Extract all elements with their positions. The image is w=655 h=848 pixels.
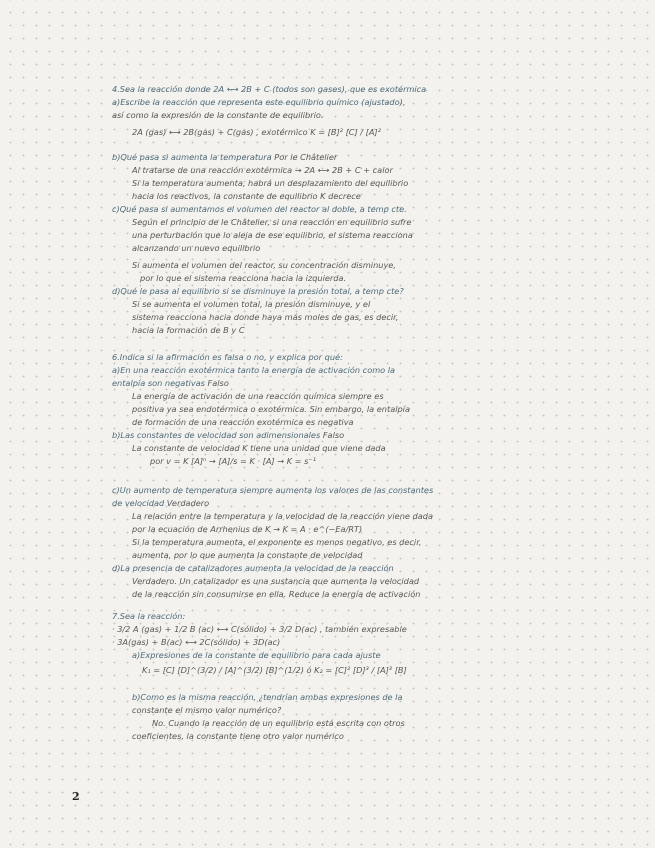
answer-text: hacia la formación de B y C xyxy=(132,325,245,335)
answer-text: por la ecuación de Arrhenius de K → K = A · e^(−Ea/RT) xyxy=(132,524,363,534)
answer-text: La relación entre la temperatura y la velocidad de la reacción viene dada xyxy=(132,511,433,521)
question-text: b)Qué pasa si aumenta la temperatura xyxy=(112,152,272,162)
note-line xyxy=(0,483,655,497)
answer-text: La energía de activación de una reacción química siempre es xyxy=(132,391,384,401)
note-line xyxy=(0,202,655,216)
note-line xyxy=(0,535,655,549)
page-number: 2 xyxy=(72,790,80,803)
question-text: 6.Indica si la afirmación es falsa o no, y explica por qué: xyxy=(112,352,343,362)
note-line xyxy=(0,176,655,190)
answer-text: Verdadero xyxy=(164,498,210,508)
answer-text: Si la temperatura aumenta, el exponente es menos negativo, es decir, xyxy=(132,537,422,547)
question-text: a)Expresiones de la constante de equilibrio para cada ajuste xyxy=(132,650,381,660)
note-line xyxy=(0,271,655,285)
answer-text: 2A (gas) ⟷ 2B(gas) + C(gas) , exotérmico K = [B]² [C] / [A]² xyxy=(132,127,381,137)
note-line xyxy=(0,297,655,311)
note-line xyxy=(0,663,655,677)
note-line xyxy=(0,716,655,730)
answer-text: constante el mismo valor numérico? xyxy=(132,705,282,715)
note-line xyxy=(0,441,655,455)
note-line xyxy=(0,323,655,337)
answer-text: Al tratarse de una reacción exotérmica → 2A ⟷ 2B + C + calor xyxy=(132,165,393,175)
question-text: c)Qué pasa si aumentamos el volumen del reactor al doble, a temp cte. xyxy=(112,204,407,214)
note-line xyxy=(0,82,655,96)
answer-text: por v = K [A]ⁿ → [A]/s = K · [A] → K = s⁻¹ xyxy=(150,456,316,466)
question-text: b)Las constantes de velocidad son adimensionales xyxy=(112,430,321,440)
answer-text: Por le Châtelier xyxy=(271,152,338,162)
question-text: b)Como es la misma reacción, ¿tendrían ambas expresiones de la xyxy=(132,692,403,702)
answer-text: alcanzando un nuevo equilibrio xyxy=(132,243,261,253)
answer-text: por lo que el sistema reacciona hacia la izquierda. xyxy=(140,273,347,283)
answer-text: K₁ = [C] [D]^(3/2) / [A]^(3/2) [B]^(1/2) ó K₂ = [C]² [D]³ / [A]³ [B] xyxy=(142,665,407,675)
answer-text: de la reacción sin consumirse en ella. Reduce la energía de activación xyxy=(132,589,421,599)
note-line xyxy=(0,496,655,510)
note-line xyxy=(0,522,655,536)
note-line xyxy=(0,548,655,562)
note-line xyxy=(0,258,655,272)
note-line xyxy=(0,363,655,377)
note-line xyxy=(0,189,655,203)
note-line xyxy=(0,108,655,122)
note-line xyxy=(0,509,655,523)
answer-text: Según el principio de le Châtelier, si una reacción en equilibrio sufre xyxy=(132,217,412,227)
note-line xyxy=(0,163,655,177)
answer-text: Si la temperatura aumenta, habrá un desplazamiento del equilibrio xyxy=(132,178,409,188)
note-line xyxy=(0,428,655,442)
note-line xyxy=(0,415,655,429)
answer-text: aumenta, por lo que aumenta la constante de velocidad xyxy=(132,550,363,560)
note-line xyxy=(0,609,655,623)
question-text: 4.Sea la reacción donde 2A ⟷ 2B + C (todos son gases), que es exotérmica xyxy=(112,84,427,94)
note-line xyxy=(0,703,655,717)
answer-text: Falso xyxy=(204,378,229,388)
note-line xyxy=(0,690,655,704)
answer-text: Falso xyxy=(320,430,345,440)
answer-text: coeficientes, la constante tiene otro valor numérico xyxy=(132,731,344,741)
note-line xyxy=(0,241,655,255)
note-line xyxy=(0,635,655,649)
note-line xyxy=(0,376,655,390)
note-line xyxy=(0,228,655,242)
note-line xyxy=(0,125,655,139)
note-line xyxy=(0,350,655,364)
note-line xyxy=(0,587,655,601)
note-line xyxy=(0,648,655,662)
answer-text: positiva ya sea endotérmica o exotérmica. Sin embargo, la entalpía xyxy=(132,404,410,414)
answer-text: sistema reacciona hacia donde haya más moles de gas, es decir, xyxy=(132,312,399,322)
question-text: a)En una reacción exotérmica tanto la energía de activación como la xyxy=(112,365,396,375)
note-line xyxy=(0,310,655,324)
note-line xyxy=(0,454,655,468)
answer-text: · 3A(gas) + B(ac) ⟷ 2C(sólido) + 3D(ac) xyxy=(112,637,281,647)
note-line xyxy=(0,729,655,743)
answer-text: así como la expresión de la constante de equilibrio. xyxy=(112,110,324,120)
note-line xyxy=(0,402,655,416)
answer-text: Si se aumenta el volumen total, la presión disminuye, y el xyxy=(132,299,371,309)
question-text: 7.Sea la reacción: xyxy=(112,611,186,621)
question-text: a)Escribe la reacción que representa este equilibrio químico (ajustado), xyxy=(112,97,406,107)
note-line xyxy=(0,284,655,298)
question-text: entalpía son negativas xyxy=(112,378,205,388)
answer-text: No. Cuando la reacción de un equilibrio está escrita con otros xyxy=(152,718,405,728)
answer-text: una perturbación que lo aleja de ese equilibrio, el sistema reacciona xyxy=(132,230,413,240)
note-line xyxy=(0,95,655,109)
note-line xyxy=(0,561,655,575)
answer-text: La constante de velocidad K tiene una unidad que viene dada xyxy=(132,443,386,453)
note-line xyxy=(0,574,655,588)
answer-text: · 3/2 A (gas) + 1/2 B (ac) ⟷ C(sólido) + 3/2 D(ac) , también expresable xyxy=(112,624,407,634)
note-line xyxy=(0,215,655,229)
answer-text: de formación de una reacción exotérmica es negativa xyxy=(132,417,354,427)
question-text: c)Un aumento de temperatura siempre aumenta los valores de las constantes xyxy=(112,485,434,495)
question-text: d)La presencia de catalizadores aumenta la velocidad de la reacción xyxy=(112,563,394,573)
note-line xyxy=(0,150,655,164)
question-text: d)Qué le pasa al equilibrio si se disminuye la presión total, a temp cte? xyxy=(112,286,404,296)
note-line xyxy=(0,389,655,403)
question-text: de velocidad xyxy=(112,498,165,508)
answer-text: hacia los reactivos, la constante de equilibrio K decrece xyxy=(132,191,361,201)
answer-text: Verdadero. Un catalizador es una sustancia que aumenta la velocidad xyxy=(132,576,420,586)
note-line xyxy=(0,622,655,636)
answer-text: Si aumenta el volumen del reactor, su concentración disminuye, xyxy=(132,260,396,270)
